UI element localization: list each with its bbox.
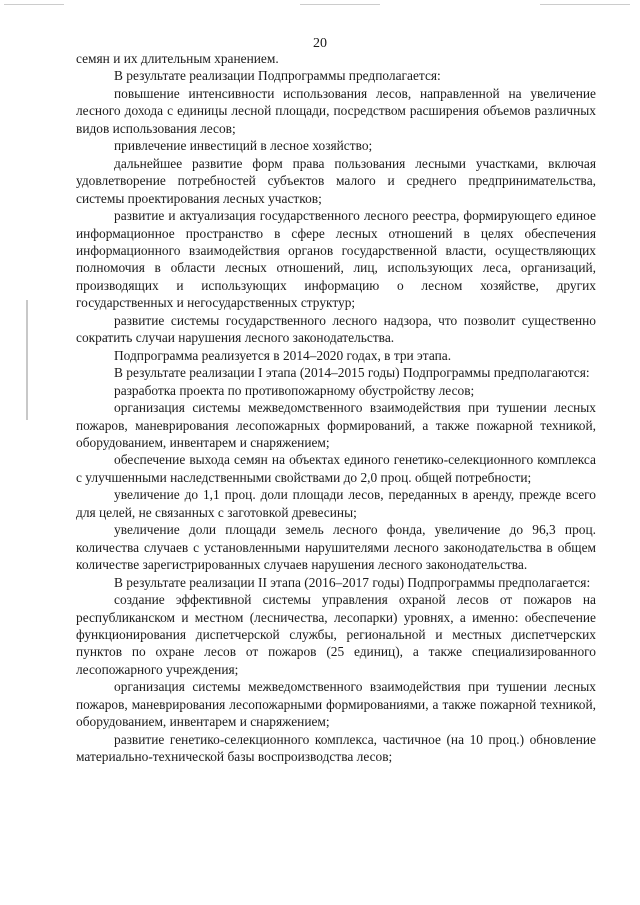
document-body: [76, 50, 596, 766]
paragraph: увеличение доли площади земель лесного фонда, увеличение до 96,3 проц. количества случаев с установленными нарушителями лесного законодательства в общем количестве зарегистрированных случаев нарушения лесного законодательства.: [76, 522, 596, 573]
paragraph: увеличение до 1,1 проц. доли площади лесов, переданных в аренду, прежде всего для целей, не связанных с заготовкой древесины;: [76, 487, 596, 520]
scan-artifact-left-edge: [26, 300, 28, 420]
page-number: 20: [313, 36, 327, 51]
paragraph: организация системы межведомственного взаимодействия при тушении лесных пожаров, маневрирования лесопожарных формирований, а также пожарной техникой, оборудованием, инвентарем и снаряжением;: [76, 400, 596, 450]
paragraph: привлечение инвестиций в лесное хозяйство;: [114, 138, 373, 154]
paragraph: создание эффективной системы управления охраной лесов от пожаров на республиканском и местном (лесничества, лесопарки) уровнях, а именно: обеспечение функционирования диспетчерской службы, региональной и местных диспетчерских пунктов по охране лесов от пожаров (25 единиц), а также специализированного лесопожарного учреждения;: [76, 592, 596, 677]
scan-artifact-top-right: [540, 4, 630, 5]
paragraph: Подпрограмма реализуется в 2014–2020 годах, в три этапа.: [114, 347, 452, 363]
paragraph: обеспечение выхода семян на объектах единого генетико-селекционного комплекса с улучшенными наследственными свойствами до 2,0 проц. общей потребности;: [76, 452, 596, 485]
scan-artifact-top-left: [4, 4, 64, 5]
paragraph: разработка проекта по противопожарному обустройству лесов;: [114, 382, 475, 398]
paragraph: повышение интенсивности использования лесов, направленной на увеличение лесного дохода с единицы лесной площади, посредством расширения объемов различных видов использования лесов;: [76, 85, 596, 136]
paragraph: развитие генетико-селекционного комплекса, частичное (на 10 проц.) обновление материально-технической базы воспроизводства лесов;: [76, 731, 596, 765]
paragraph: организация системы межведомственного взаимодействия при тушении лесных пожаров, маневрирования лесопожарными формированиями, а также пожарной техникой, оборудованием, инвентарем и снаряжением;: [76, 679, 596, 730]
paragraph: семян и их длительным хранением.: [76, 51, 279, 66]
paragraph: дальнейшее развитие форм права пользования лесными участками, включая удовлетворение потребностей субъектов малого и среднего предпринимательства, системы проектирования лесных участков;: [76, 155, 596, 206]
scan-artifact-top-center: [300, 4, 380, 5]
paragraph: В результате реализации II этапа (2016–2017 годы) Подпрограммы предполагается:: [114, 574, 591, 590]
paragraph: В результате реализации Подпрограммы предполагается:: [114, 68, 441, 84]
paragraph: В результате реализации I этапа (2014–2015 годы) Подпрограммы предполагаются:: [114, 365, 590, 381]
paragraph: развитие системы государственного лесного надзора, что позволит существенно сократить случаи нарушения лесного законодательства.: [76, 312, 596, 346]
paragraph: развитие и актуализация государственного лесного реестра, формирующего единое информационное пространство в сфере лесных отношений в целях обеспечения информационного взаимодействия органов государственной власти, осуществляющих полномочия в области лесных отношений, лиц, использующих леса, организаций, производящих и использующих информацию о лесном хозяйстве, других государственных и негосударственных структур;: [76, 208, 596, 311]
